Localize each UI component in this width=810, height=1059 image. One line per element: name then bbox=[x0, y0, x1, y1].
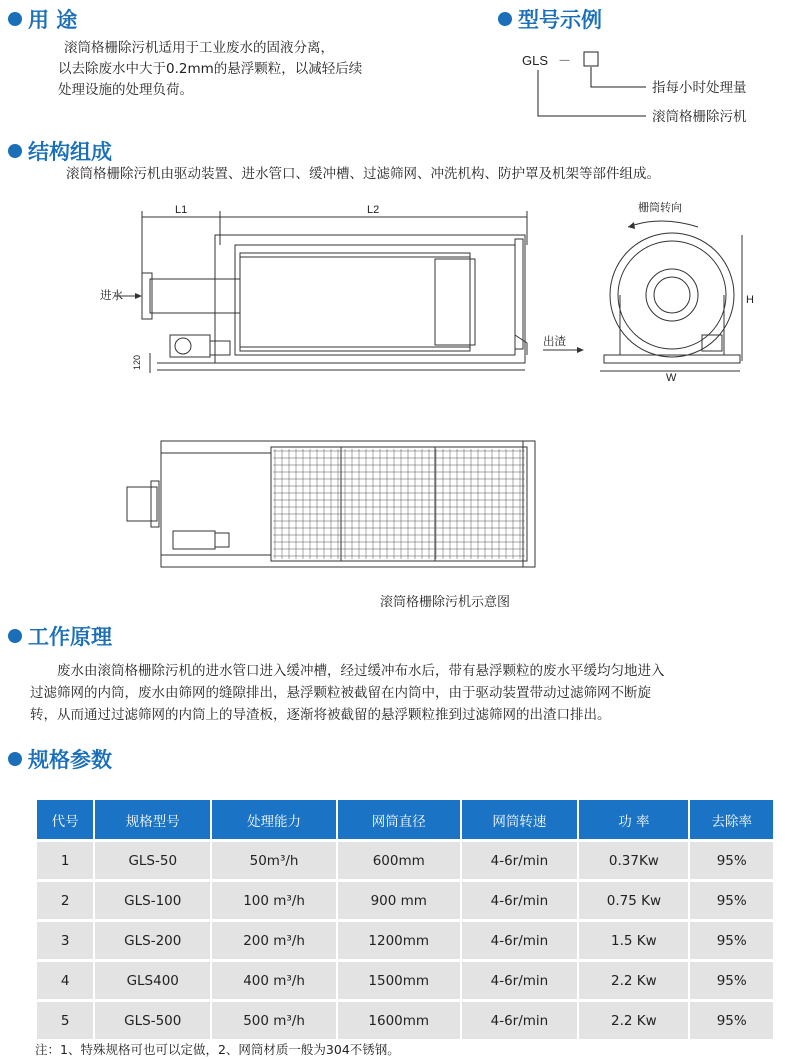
label-inlet: 进水 bbox=[100, 290, 123, 302]
label-name: 滚筒格栅除污机 bbox=[652, 109, 747, 124]
structure-heading: 结构组成 bbox=[8, 136, 112, 166]
bullet-dot-icon bbox=[8, 12, 22, 26]
rotation-arrow-icon bbox=[628, 222, 635, 229]
filter-mesh bbox=[273, 449, 525, 559]
table-cell: GLS400 bbox=[95, 962, 210, 999]
table-cell: 95% bbox=[690, 842, 773, 879]
table-cell: 95% bbox=[690, 962, 773, 999]
dim-120: 120 bbox=[132, 354, 142, 370]
bullet-dot-icon bbox=[8, 144, 22, 158]
spec-table bbox=[35, 797, 775, 1042]
label-hourly: 指每小时处理量 bbox=[652, 80, 747, 95]
header-cell: 网筒转速 bbox=[462, 800, 578, 839]
dim-h: H bbox=[746, 294, 754, 306]
principle-text: 废水由滚筒格栅除污机的进水管口进入缓冲槽，经过缓冲布水后，带有悬浮颗粒的废水平缓均匀地进入 过滤筛网的内筒，废水由筛网的缝隙排出，悬浮颗粒被截留在内筒中，由于驱动装置带动过滤筛网不断旋 转，从而通过过滤筛网的内筒上的导渣板，逐渐将被截留的悬浮颗粒推到过滤筛网的出渣口排出。 bbox=[30, 663, 665, 723]
table-cell: GLS-500 bbox=[95, 1002, 210, 1039]
table-cell: 2.2 Kw bbox=[579, 1002, 688, 1039]
header-cell: 规格型号 bbox=[95, 800, 210, 839]
table-cell: 3 bbox=[37, 922, 93, 959]
model-dash: － bbox=[558, 53, 572, 68]
header-cell: 功 率 bbox=[579, 800, 688, 839]
model-code: GLS bbox=[522, 53, 549, 68]
table-cell: 1600mm bbox=[338, 1002, 460, 1039]
table-row bbox=[37, 842, 773, 879]
bullet-dot-icon bbox=[498, 12, 512, 26]
model-box bbox=[584, 52, 598, 66]
table-cell: 1.5 Kw bbox=[579, 922, 688, 959]
table-cell: 4-6r/min bbox=[462, 842, 578, 879]
table-cell: 1500mm bbox=[338, 962, 460, 999]
table-row bbox=[37, 962, 773, 999]
leader-line-hourly bbox=[591, 67, 646, 87]
spec-table-header bbox=[37, 800, 773, 839]
inlet-arrow-icon bbox=[135, 293, 142, 299]
label-outlet: 出渣 bbox=[543, 336, 566, 348]
table-cell: 95% bbox=[690, 922, 773, 959]
table-cell: 900 mm bbox=[338, 882, 460, 919]
label-rotation: 栅筒转向 bbox=[638, 202, 682, 214]
usage-text: 滚筒格栅除污机适用于工业废水的固液分离， 以去除废水中大于0.2mm的悬浮颗粒，以减轻后续 处理设施的处理负荷。 bbox=[58, 40, 363, 98]
table-cell: 95% bbox=[690, 1002, 773, 1039]
table-cell: 4 bbox=[37, 962, 93, 999]
table-cell: 0.75 Kw bbox=[579, 882, 688, 919]
table-cell: 1200mm bbox=[338, 922, 460, 959]
dim-w: W bbox=[666, 372, 677, 384]
table-cell: 1 bbox=[37, 842, 93, 879]
outlet-arrow-icon bbox=[577, 347, 584, 353]
table-row bbox=[37, 882, 773, 919]
model-code-diagram bbox=[500, 40, 800, 130]
side-elevation-drawing bbox=[95, 195, 566, 385]
model-heading: 型号示例 bbox=[498, 4, 602, 34]
dim-l1: L1 bbox=[175, 204, 188, 216]
table-cell: 4-6r/min bbox=[462, 922, 578, 959]
specs-heading: 规格参数 bbox=[8, 744, 112, 774]
inlet-pipe bbox=[150, 279, 240, 313]
dim-l2: L2 bbox=[367, 204, 380, 216]
table-cell: GLS-100 bbox=[95, 882, 210, 919]
table-cell: 95% bbox=[690, 882, 773, 919]
header-cell: 处理能力 bbox=[212, 800, 336, 839]
table-cell: 4-6r/min bbox=[462, 1002, 578, 1039]
table-cell: GLS-50 bbox=[95, 842, 210, 879]
header-cell: 网筒直径 bbox=[338, 800, 460, 839]
table-cell: 200 m³/h bbox=[212, 922, 336, 959]
table-cell: 4-6r/min bbox=[462, 962, 578, 999]
table-cell: 2.2 Kw bbox=[579, 962, 688, 999]
plan-motor bbox=[173, 531, 215, 549]
table-cell: 0.37Kw bbox=[579, 842, 688, 879]
spec-table-wrap bbox=[35, 797, 775, 1042]
table-cell: GLS-200 bbox=[95, 922, 210, 959]
plan-frame bbox=[161, 441, 535, 567]
end-base bbox=[604, 355, 740, 363]
principle-heading: 工作原理 bbox=[8, 621, 112, 651]
motor bbox=[170, 335, 210, 357]
table-cell: 500 m³/h bbox=[212, 1002, 336, 1039]
bullet-dot-icon bbox=[8, 629, 22, 643]
table-cell: 50m³/h bbox=[212, 842, 336, 879]
structure-text: 滚筒格栅除污机由驱动装置、进水管口、缓冲槽、过滤筛网、冲洗机构、防护罩及机架等部件组成。 bbox=[66, 166, 660, 182]
header-cell: 代号 bbox=[37, 800, 93, 839]
leader-line-name bbox=[538, 70, 646, 116]
spec-note: 注：1、特殊规格可也可以定做，2、网筒材质一般为304不锈钢。 bbox=[35, 1042, 400, 1057]
end-elevation-drawing bbox=[590, 195, 765, 385]
table-cell: 400 m³/h bbox=[212, 962, 336, 999]
plan-inlet-pipe bbox=[127, 487, 157, 521]
table-cell: 100 m³/h bbox=[212, 882, 336, 919]
usage-heading: 用 途 bbox=[8, 4, 77, 34]
table-cell: 5 bbox=[37, 1002, 93, 1039]
diagram-caption: 滚筒格栅除污机示意图 bbox=[380, 595, 511, 610]
plan-view-drawing bbox=[125, 435, 545, 575]
table-cell: 600mm bbox=[338, 842, 460, 879]
table-row bbox=[37, 922, 773, 959]
bullet-dot-icon bbox=[8, 752, 22, 766]
header-cell: 去除率 bbox=[690, 800, 773, 839]
drum-outer-circle bbox=[610, 233, 734, 357]
table-cell: 2 bbox=[37, 882, 93, 919]
table-cell: 4-6r/min bbox=[462, 882, 578, 919]
outer-frame bbox=[215, 235, 525, 363]
table-row bbox=[37, 1002, 773, 1039]
